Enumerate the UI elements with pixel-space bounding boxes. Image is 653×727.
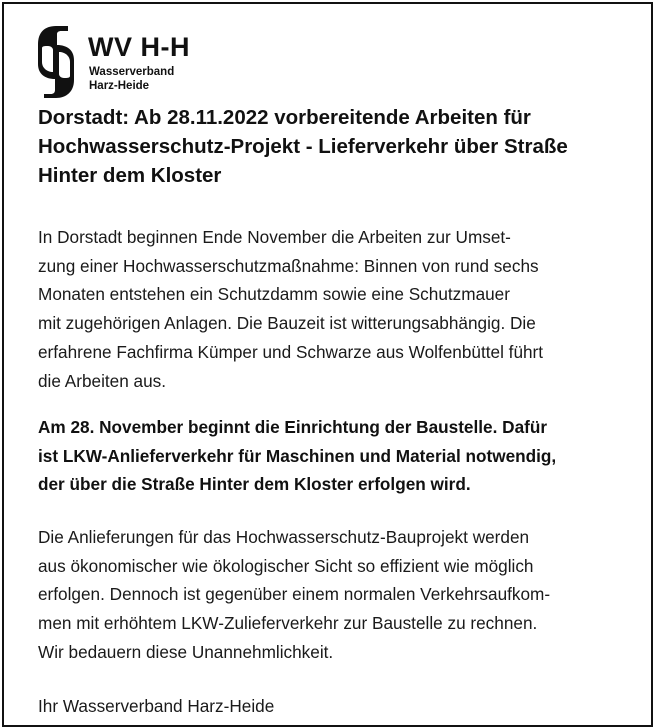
text-line: erfolgen. Dennoch ist gegenüber einem normalen Verkehrsaufkom- (38, 584, 551, 605)
text-line: Wir bedauern diese Unannehmlichkeit. (38, 641, 334, 662)
logo-name-line: Harz-Heide (89, 80, 150, 92)
intro-paragraph (38, 223, 638, 395)
headline-line: Dorstadt: Ab 28.11.2022 vorbereitende Arbeiten für (38, 106, 531, 129)
text-line: Die Anlieferungen für das Hochwasserschutz-Bauprojekt werden (38, 527, 530, 547)
text-line: Am 28. November beginnt die Einrichtung der Baustelle. Dafür (38, 417, 548, 437)
logo-full-name (89, 65, 174, 93)
text-line: zung einer Hochwasserschutzmaßnahme: Binnen von rund sechs (38, 255, 539, 276)
text-line: men mit erhöhtem LKW-Zulieferverkehr zur Baustelle zu rechnen. (38, 613, 538, 634)
text-line: der über die Straße Hinter dem Kloster erfolgen wird. (38, 474, 471, 495)
text-line: mit zugehörigen Anlagen. Die Bauzeit ist witterungsabhängig. Die (38, 313, 536, 334)
wave-s-icon (36, 24, 76, 100)
logo-name-line: Wasserverband (89, 66, 175, 78)
text-line: erfahrene Fachfirma Kümper und Schwarze aus Wolfenbüttel führt (38, 341, 544, 362)
organization-logo (36, 24, 236, 102)
text-line: In Dorstadt beginnen Ende November die Arbeiten zur Umset- (38, 227, 511, 247)
text-line: aus ökonomischer wie ökologischer Sicht so effizient wie möglich (38, 555, 534, 576)
headline-line: Hinter dem Kloster (38, 164, 222, 187)
text-line: die Arbeiten aus. (38, 370, 167, 391)
text-line: ist LKW-Anlieferverkehr für Maschinen und Material notwendig, (38, 445, 557, 466)
closing-paragraph (38, 523, 638, 667)
notice-frame (2, 2, 653, 727)
headline-line: Hochwasserschutz-Projekt - Lieferverkehr über Straße (38, 135, 568, 158)
logo-short-name: WV H-H (88, 32, 190, 62)
headline (38, 103, 638, 190)
text-line: Monaten entstehen ein Schutzdamm sowie eine Schutzmauer (38, 284, 510, 305)
highlight-paragraph (38, 413, 638, 499)
signature: Ihr Wasserverband Harz-Heide (38, 696, 275, 716)
